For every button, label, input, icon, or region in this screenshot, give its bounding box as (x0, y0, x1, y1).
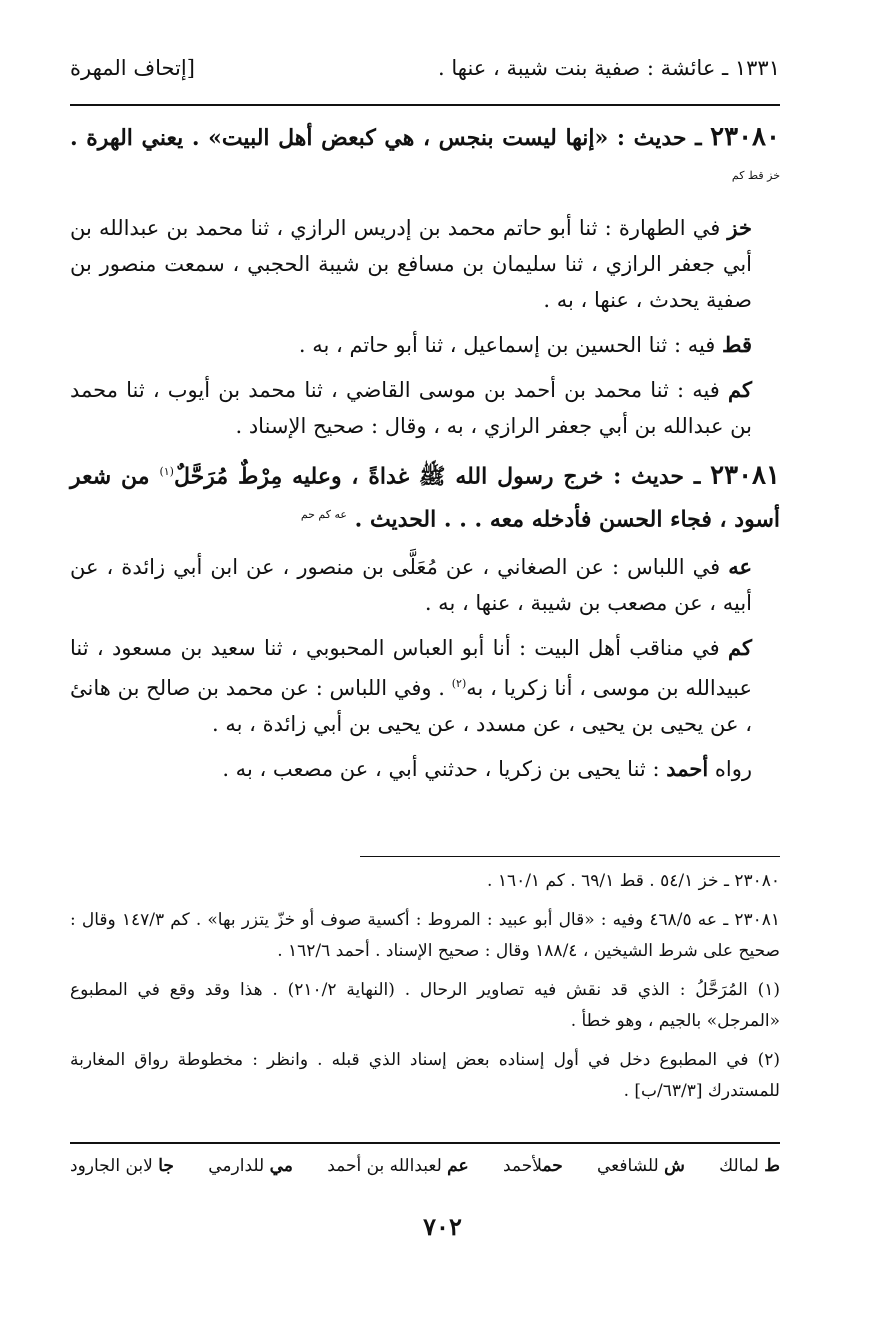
isnad-paragraph (70, 751, 780, 787)
isnad-paragraph (70, 630, 780, 742)
legend-key: ط (764, 1156, 780, 1176)
legend-value: لعبدالله بن أحمد (327, 1156, 442, 1176)
hadith-text-cont: من شعر أسود ، فجاء الحسن فأدخله معه . . . الحديث . (70, 463, 780, 532)
isnad-paragraph (70, 549, 780, 621)
footnote: (١) المُرَحَّلُ : الذي قد نقش فيه تصاوير الرحال . (النهاية ٢١٠/٢) . هذا وقد وقع في المطبوع «المرجل» بالجيم ، وهو خطأ . (70, 980, 780, 1031)
legend-key: مي (269, 1156, 293, 1176)
footnote: ٢٣٠٨١ ـ عه ٤٦٨/٥ وفيه : «قال أبو عبيد : المروط : أكسية صوف أو خزّ يتزر بها» . كم ١٤٧/٣ وقال : صحيح على شرط الشيخين ، ١٨٨/٤ وقال : صحيح الإسناد . أحمد ١٦٢/٦ . (70, 910, 780, 961)
hadith-text: ـ حديث : خرج رسول الله ﷺ غداةً ، وعليه مِرْطٌ مُرَحَّلٌ (173, 463, 701, 490)
legend-value: للدارمي (208, 1156, 265, 1176)
legend-item (719, 1156, 780, 1176)
hadith-text: ـ حديث : «إنها ليست بنجس ، هي كبعض أهل البيت» . يعني الهرة . (70, 125, 702, 151)
legend-item (208, 1156, 293, 1176)
running-header-book: [إتحاف المهرة (70, 56, 195, 80)
legend-item (70, 1156, 174, 1176)
isnad-text-cont: . وفي اللباس : عن محمد بن صالح بن هانئ ، عن يحيى بن يحيى ، عن مسدد ، عن يحيى بن أبي زائدة ، به . (70, 675, 752, 736)
isnad-paragraph (70, 327, 780, 363)
legend-value: لمالك (719, 1156, 759, 1176)
footnote: ٢٣٠٨٠ ـ خز ٥٤/١ . قط ٦٩/١ . كم ١٦٠/١ . (487, 871, 780, 891)
isnad-text: فيه : ثنا محمد بن أحمد بن موسى القاضي ، ثنا محمد بن أيوب ، ثنا محمد بن عبدالله بن أبي جعفر الرازي ، به ، وقال : صحيح الإسناد . (70, 378, 752, 439)
isnad-text: في الطهارة : ثنا أبو حاتم محمد بن إدريس الرازي ، ثنا محمد بن عبدالله بن أبي جعفر الرازي ، ثنا سليمان بن مسافع بن شيبة الحجبي ، سمعت منصور بن صفية يحدث ، عنها ، به . (70, 216, 752, 313)
main-text (70, 118, 780, 796)
legend-key: عم (447, 1156, 469, 1176)
isnad-text: في اللباس : عن الصغاني ، عن مُعَلَّى بن منصور ، عن ابن أبي زائدة ، عن أبيه ، عن مصعب بن شيبة ، عنها ، به . (70, 554, 752, 615)
narrator-intro: رواه (714, 756, 752, 781)
legend-key: ش (664, 1156, 685, 1176)
hadith-sigla: عه كم حم (300, 507, 347, 521)
legend-value: لابن الجارود (70, 1156, 153, 1176)
legend-rule (70, 1142, 780, 1144)
legend-item (597, 1156, 685, 1176)
sigla-legend (70, 1156, 780, 1176)
source-siglum: أحمد (666, 755, 709, 781)
isnad-text: فيه : ثنا الحسين بن إسماعيل ، ثنا أبو حاتم ، به . (298, 333, 716, 358)
page-number: ٧٠٢ (423, 1212, 462, 1241)
header-rule (70, 104, 780, 106)
hadith-23080 (70, 118, 780, 199)
legend-item (327, 1156, 468, 1176)
source-siglum: عه (728, 553, 752, 579)
legend-key: حم (542, 1156, 563, 1176)
legend-value: للشافعي (597, 1156, 659, 1176)
footnote-ref: (٢) (451, 676, 467, 690)
hadith-sigla: خز قط كم (731, 169, 780, 182)
source-siglum: قط (722, 332, 752, 358)
footnote-rule (360, 856, 780, 857)
isnad-text: : ثنا يحيى بن زكريا ، حدثني أبي ، عن مصعب ، به . (222, 756, 660, 781)
isnad-paragraph (70, 210, 780, 318)
legend-item (503, 1156, 563, 1176)
isnad-text: في مناقب أهل البيت : أنا أبو العباس المحبوبي ، ثنا سعيد بن مسعود ، ثنا عبيدالله بن موسى ، أنا زكريا ، به (70, 635, 752, 700)
footnote: (٢) في المطبوع دخل في أول إسناده بعض إسناد الذي قبله . وانظر : مخطوطة رواق المغاربة للمستدرك [٦٣/٣/ب] . (70, 1050, 780, 1101)
legend-value: لأحمد (502, 1156, 543, 1176)
hadith-number: ٢٣٠٨١ (710, 460, 780, 491)
source-siglum: كم (728, 377, 752, 403)
hadith-23081 (70, 453, 780, 538)
legend-key: جا (158, 1156, 174, 1176)
footnotes (70, 866, 780, 1115)
source-siglum: خز (727, 215, 752, 241)
hadith-number: ٢٣٠٨٠ (710, 122, 780, 152)
isnad-paragraph (70, 372, 780, 444)
running-header-chapter: ١٣٣١ ـ عائشة : صفية بنت شيبة ، عنها . (438, 56, 780, 80)
footnote-ref: (١) (159, 465, 174, 479)
source-siglum: كم (728, 634, 752, 660)
